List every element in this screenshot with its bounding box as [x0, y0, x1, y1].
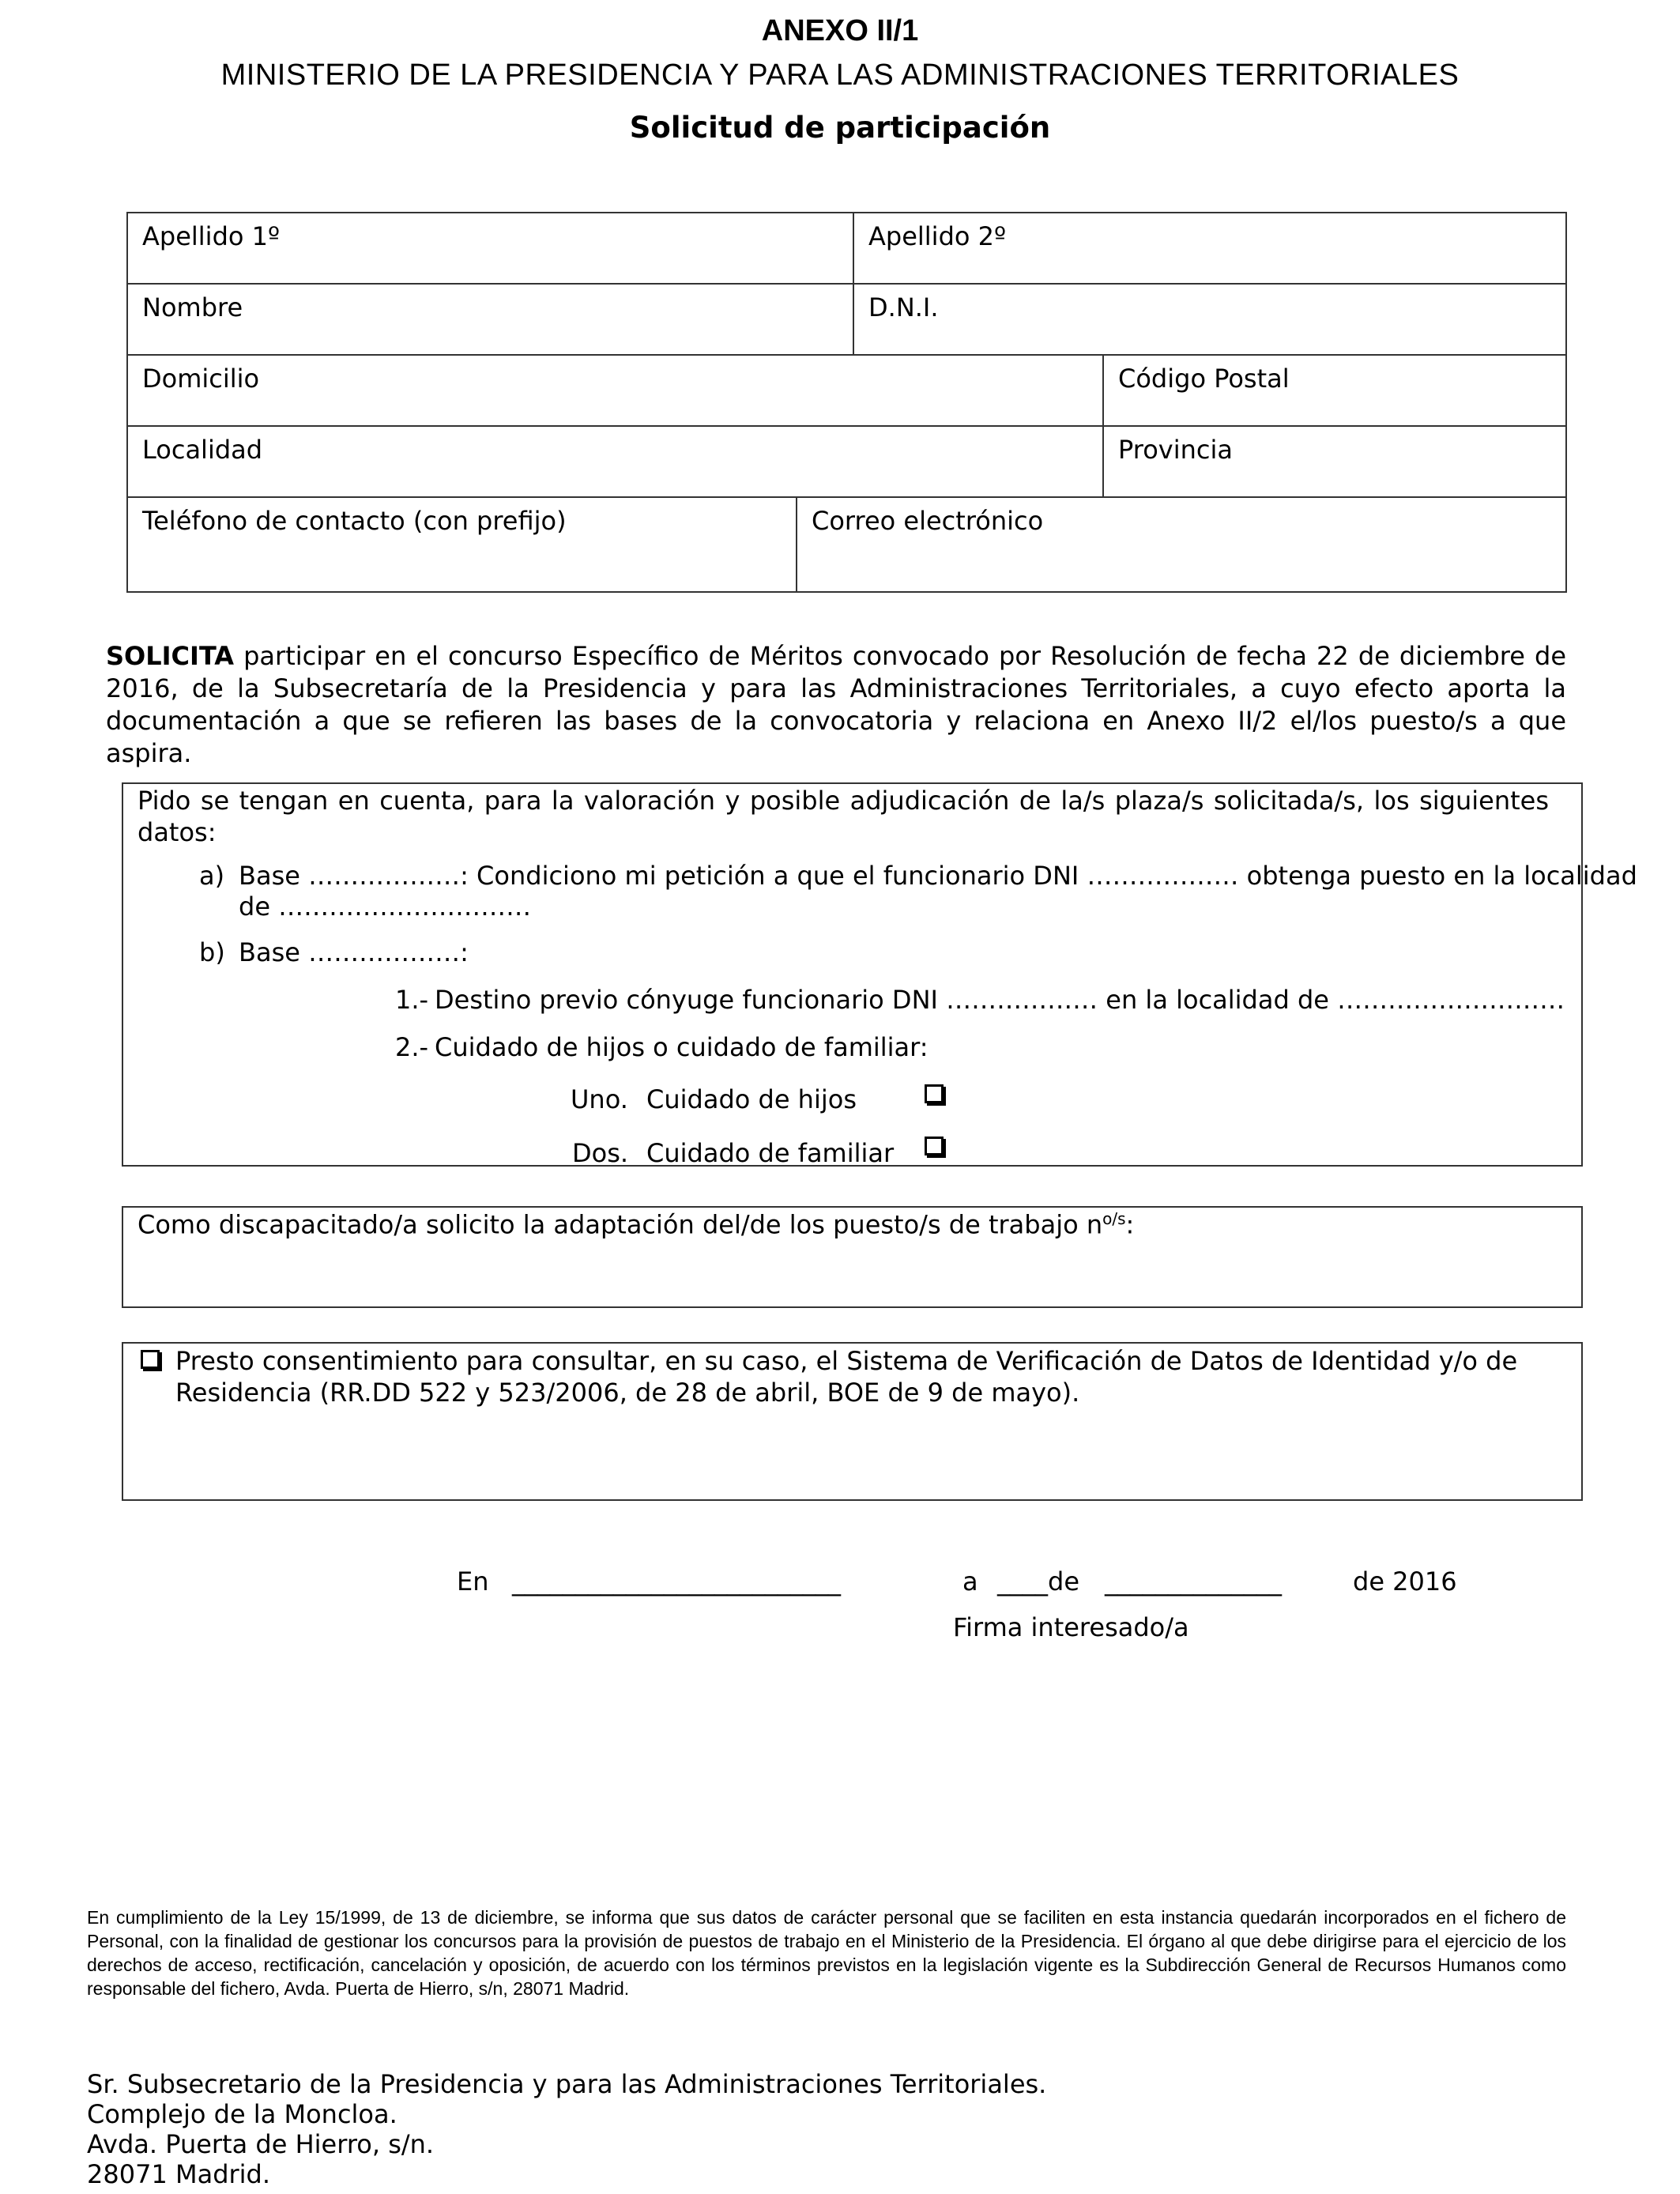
item-b-marker: b) [199, 937, 225, 967]
address-line1: Sr. Subsecretario de la Presidencia y para las Administraciones Territoriales. [87, 2069, 1047, 2099]
legal-notice: En cumplimiento de la Ley 15/1999, de 13 de diciembre, se informa que sus datos de carácter personal que se faciliten en esta instancia quedarán incorporados en el fichero de Personal, con la finalidad de gestionar los concursos para la provisión de puestos de trabajo en el Ministerio de la Presidencia. El órgano al que debe dirigirse para el ejercicio de los derechos de acceso, rectificación, cancelación y oposición, de acuerdo con los términos previstos en la legislación vigente es la Subdirección General de Recursos Humanos como responsable del fichero, Avda. Puerta de Hierro, s/n, 28071 Madrid. [87, 1907, 1566, 1999]
solicita-paragraph [106, 640, 1566, 770]
option-uno-marker: Uno. [571, 1084, 628, 1114]
option-dos-label: Cuidado de familiar [646, 1138, 895, 1168]
solicita-keyword: SOLICITA [106, 641, 235, 671]
field-apellido2[interactable] [853, 212, 1567, 285]
item-b1-text: Destino previo cónyuge funcionario DNI ……………… en la localidad de ……………………… [435, 985, 1565, 1015]
item-b-text: Base ………………: [239, 937, 469, 967]
address-line2: Complejo de la Moncloa. [87, 2099, 397, 2129]
form-subtitle: Solicitud de participación [629, 111, 1051, 145]
consentimiento-text-line1: Presto consentimiento para consultar, en su caso, el Sistema de Verificación de Datos de Identidad y/o de [175, 1346, 1518, 1376]
field-domicilio[interactable] [126, 354, 1104, 427]
option-uno-label: Cuidado de hijos [646, 1084, 857, 1114]
field-telefono[interactable] [126, 496, 797, 593]
field-label: Provincia [1118, 435, 1233, 465]
solicita-text: participar en el concurso Específico de Méritos convocado por Resolución de fecha 22 de diciembre de 2016, de la Subsecretaría de la Presidencia y para las Administraciones Territoriales, a cuyo efecto aporta la documentación a que se refieren las bases de la convocatoria y relaciona en Anexo II/2 el/los puesto/s a que aspira. [106, 641, 1566, 768]
item-b2-marker: 2.- [395, 1032, 429, 1062]
field-label: D.N.I. [868, 292, 939, 322]
cuidado-hijos-checkbox[interactable] [925, 1084, 944, 1103]
field-nombre[interactable] [126, 283, 854, 356]
address-line4: 28071 Madrid. [87, 2159, 271, 2189]
cuidado-familiar-checkbox[interactable] [925, 1137, 944, 1155]
field-label: Correo electrónico [812, 506, 1044, 536]
field-dni[interactable] [853, 283, 1567, 356]
valoracion-intro: Pido se tengan en cuenta, para la valoración y posible adjudicación de la/s plaza/s solicitada/s, los siguientes datos: [137, 786, 1549, 847]
field-label: Localidad [142, 435, 263, 465]
item-a-marker: a) [199, 861, 225, 891]
firma-label: Firma interesado/a [953, 1612, 1189, 1642]
discapacidad-colon: : [1125, 1209, 1135, 1240]
field-localidad[interactable] [126, 425, 1104, 498]
ministry-title: MINISTERIO DE LA PRESIDENCIA Y PARA LAS ADMINISTRACIONES TERRITORIALES [220, 58, 1460, 92]
item-b2-text: Cuidado de hijos o cuidado de familiar: [435, 1032, 929, 1062]
discapacidad-sup: o/s [1102, 1209, 1126, 1228]
firma-year: de 2016 [1353, 1566, 1457, 1596]
consentimiento-text-line2: Residencia (RR.DD 522 y 523/2006, de 28 de abril, BOE de 9 de mayo). [175, 1378, 1080, 1408]
field-label: Nombre [142, 292, 243, 322]
item-a-text-cont: de ………………………… [239, 892, 532, 922]
field-label: Teléfono de contacto (con prefijo) [142, 506, 567, 536]
field-provincia[interactable] [1102, 425, 1567, 498]
field-apellido1[interactable] [126, 212, 854, 285]
discapacidad-text [137, 1209, 1134, 1240]
firma-lugar-line[interactable]: __________________________ [512, 1566, 841, 1596]
firma-a-label: a [962, 1566, 978, 1596]
consentimiento-checkbox[interactable] [141, 1350, 160, 1369]
field-correo[interactable] [796, 496, 1567, 593]
firma-dia-line[interactable]: ____de [997, 1566, 1079, 1596]
discapacidad-label: Como discapacitado/a solicito la adaptación del/de los puesto/s de trabajo n [137, 1209, 1103, 1240]
field-label: Apellido 1º [142, 221, 281, 251]
firma-mes-line[interactable]: ______________ [1105, 1566, 1282, 1596]
item-a-text: Base ………………: Condiciono mi petición a que el funcionario DNI ……………… obtenga puesto en la localidad [239, 861, 1637, 891]
option-dos-marker: Dos. [572, 1138, 629, 1168]
firma-en-label: En [457, 1566, 489, 1596]
field-label: Apellido 2º [868, 221, 1007, 251]
field-label: Código Postal [1118, 364, 1290, 394]
field-label: Domicilio [142, 364, 260, 394]
field-codigo-postal[interactable] [1102, 354, 1567, 427]
item-b1-marker: 1.- [395, 985, 429, 1015]
address-line3: Avda. Puerta de Hierro, s/n. [87, 2129, 435, 2159]
annex-title: ANEXO II/1 [761, 14, 919, 47]
